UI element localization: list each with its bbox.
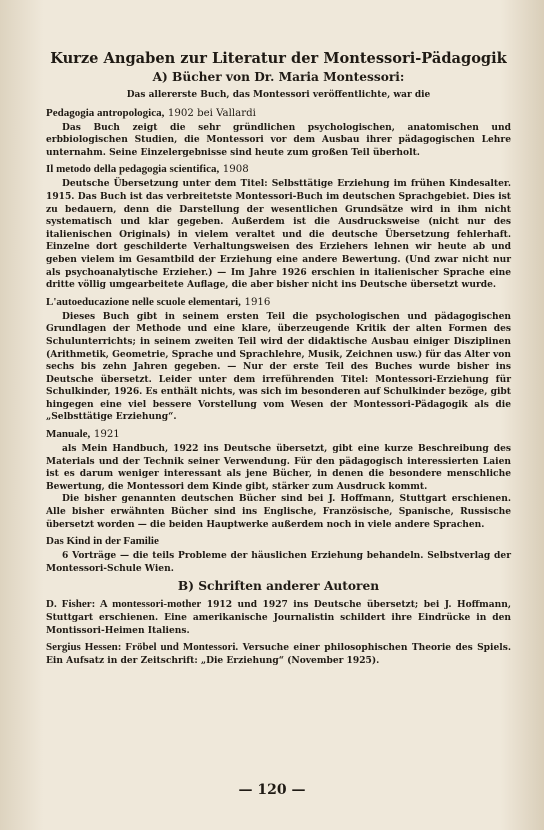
entry-title: Il metodo della pedagogia scientifica, (46, 163, 220, 176)
page-content (46, 50, 511, 671)
entry-manuale (46, 428, 511, 531)
entry-lead: Sergius Hessen: Fröbel und Montessori. (46, 641, 239, 654)
entry-title: Pedagogia antropologica, (46, 106, 165, 119)
entry-year: 1902 bei Vallardi (167, 107, 256, 119)
page-number: — 120 — (238, 782, 306, 798)
entry-title: L'autoeducazione nelle scuole elementari, (46, 295, 241, 308)
entry-pedagogia (46, 107, 511, 160)
entry-year: 1921 (93, 429, 120, 441)
entry-text: Deutsche Übersetzung unter dem Titel: Selbsttätige Erziehung im frühen Kindesalter. 1915. Das Buch ist das verbreitetste Montessori-Buch im deutschen Sprachgebiet. Dies ist zu bedauern, denn die Darstellung der wesentlichen Grundsätze wird in ihm nicht systematisch und klar gegeben. Außerdem ist die Ausdrucksweise (nicht nur des italienischen Originals) in vielem veraltet und die deutsche Übersetzung fehlerhaft. Einzelne dort geschilderte Verhaltungsweisen des Erziehers lehnen wir heute ab und geben vielem im Gesamtbild der Erziehung eine andere Bewertung. (Und zwar nicht nur als psychoanalytische Erzieher.) — Im Jahre 1926 erschien in italienischer Sprache eine dritte völlig umgearbeitete Auflage, die aber bisher nicht ins Deutsche übersetzt wurde. (46, 178, 511, 291)
page-title: Kurze Angaben zur Literatur der Montessori-Pädagogik (50, 50, 507, 67)
entry-text-note: Die bisher genannten deutschen Bücher sind bei J. Hoffmann, Stuttgart erschienen. Alle bisher erwähnten Bücher sind ins Englische, Französische, Spanische, Russische übersetzt worden — die beiden Hauptwerke außerdem noch in viele andere Sprachen. (46, 493, 511, 530)
entry-autoeducazione (46, 296, 511, 424)
entry-hessen (46, 641, 511, 667)
entry-title: Manuale, (46, 428, 91, 441)
section-a-heading: A) Bücher von Dr. Maria Montessori: (152, 70, 405, 84)
entry-lead: D. Fisher: A montessori-mother (46, 598, 202, 611)
entry-text: Dieses Buch gibt in seinem ersten Teil die psychologischen und pädagogischen Grundlagen der Methode und eine klare, überzeugende Kritik der alten Formen des Schulunterrichts; in seinem zweiten Teil wird der didaktische Ausbau einiger Disziplinen (Arithmetik, Geometrie, Sprache und Sprachlehre, Musik, Zeichnen usw.) für das Alter von sechs bis zehn Jahren gegeben. — Nur der erste Teil des Buches wurde bisher ins Deutsche übersetzt. Leider unter dem irreführenden Titel: Montessori-Erziehung für Schulkinder, 1926. Es enthält nichts, was sich im besonderen auf Schulkinder bezöge, gibt hingegen eine viel bessere Vorstellung vom Wesen der Montessori-Pädagogik als die „Selbsttätige Erziehung“. (46, 310, 511, 423)
entry-fisher (46, 598, 511, 637)
entry-kind-familie (46, 535, 511, 575)
entry-text: 1912 und 1927 ins Deutsche übersetzt; bei J. Hoffmann, Stuttgart erschienen. Eine amerikanische Journalistin schildert ihre Eindrücke in den Montissori-Heimen Italiens. (46, 599, 511, 636)
entry-text: als Mein Handbuch, 1922 ins Deutsche übersetzt, gibt eine kurze Beschreibung des Materials und der Technik seiner Verwendung. Für den pädagogisch interessierten Laien ist es darum weniger interessant als jene Bücher, in denen die besondere menschliche Bewertung, die Montessori dem Kinde gibt, stärker zum Ausdruck kommt. (46, 443, 511, 492)
intro-line: Das allererste Buch, das Montessori veröffentlichte, war die (126, 90, 431, 100)
entry-year: 1916 (244, 296, 271, 308)
entry-title: Das Kind in der Familie (46, 535, 159, 548)
section-b-heading: B) Schriften anderer Autoren (177, 579, 380, 594)
entry-metodo (46, 163, 511, 291)
entry-text: 6 Vorträge — die teils Probleme der häuslichen Erziehung behandeln. Selbstverlag der Montessori-Schule Wien. (46, 550, 511, 574)
entry-text: Versuche einer philosophischen Theorie des Spiels. Ein Aufsatz in der Zeitschrift: „Die Erziehung“ (November 1925). (46, 642, 512, 666)
entry-text: Das Buch zeigt die sehr gründlichen psychologischen, anatomischen und erbbiologischen Studien, die Montessori vor dem Ausbau ihrer pädagogischen Lehre unternahm. Seine Einzelergebnisse sind heute zum großen Teil überholt. (46, 121, 511, 158)
entry-year: 1908 (222, 164, 249, 176)
